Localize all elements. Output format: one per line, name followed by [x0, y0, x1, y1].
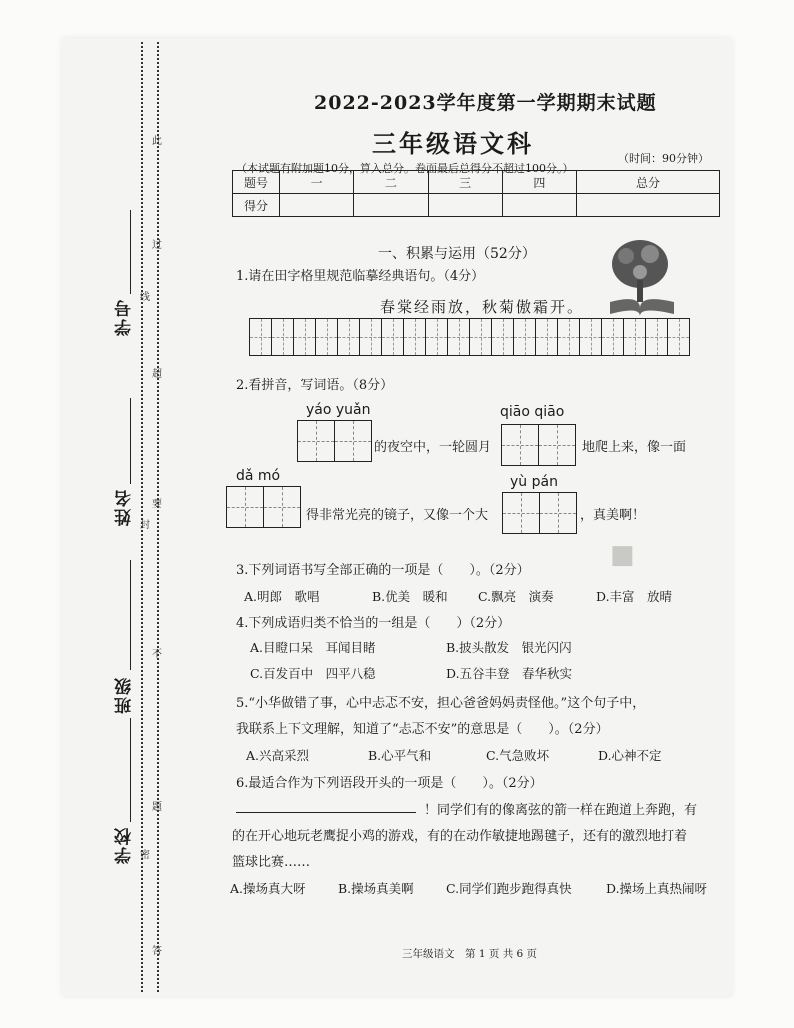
q5-option-a[interactable]: A.兴高采烈	[246, 748, 310, 763]
q4-option-b[interactable]: B.披头散发 银光闪闪	[446, 640, 572, 655]
margin-char: 此	[152, 136, 162, 147]
pinyin-3: dǎ mó	[236, 468, 281, 484]
name-label: 姓名	[115, 488, 135, 526]
exam-title: 2022-2023学年度第一学期期末试题	[314, 92, 657, 114]
exam-subject: 三年级语文科	[372, 129, 534, 158]
pinyin-4: yù pán	[510, 474, 558, 490]
answer-box-4[interactable]	[502, 492, 577, 534]
q6-passage-3: 篮球比赛……	[232, 855, 311, 870]
writing-grid[interactable]	[249, 318, 690, 356]
q5-option-b[interactable]: B.心平气和	[368, 748, 432, 763]
score-row-label: 得分	[233, 194, 280, 217]
class-blank[interactable]	[130, 560, 131, 670]
question-5-line-2: 我联系上下文理解，知道了“忐忑不安”的意思是（ ）。（2分）	[236, 722, 609, 737]
score-table-score-row	[233, 194, 720, 217]
binding-line-inner	[157, 42, 159, 992]
q5-option-d[interactable]: D.心神不定	[598, 748, 662, 763]
q4-option-c[interactable]: C.百发百中 四平八稳	[250, 666, 376, 681]
tree-book-icon	[604, 236, 680, 318]
q2-text-2: 地爬上来，像一面	[582, 440, 687, 455]
question-3: 3.下列词语书写全部正确的一项是（ ）。（2分）	[236, 563, 530, 578]
q3-option-b[interactable]: B.优美 暖和	[372, 589, 448, 604]
q2-text-1: 的夜空中，一轮圆月	[374, 440, 492, 455]
question-2: 2.看拼音，写词语。（8分）	[236, 378, 394, 393]
margin-char: 题	[152, 802, 162, 813]
exam-note: （本试题有附加题10分，算入总分。卷面最后总得分不超过100分。）	[236, 162, 574, 175]
q4-option-d[interactable]: D.五谷丰登 春华秋实	[446, 666, 573, 681]
score-table	[232, 170, 720, 217]
margin-char: 要	[152, 499, 162, 510]
score-cell[interactable]	[280, 194, 354, 217]
q2-text-4: ，真美啊！	[580, 508, 646, 523]
pinyin-1: yáo yuǎn	[306, 402, 371, 418]
student-id-blank[interactable]	[130, 210, 131, 294]
answer-box-1[interactable]	[297, 420, 372, 462]
margin-char: 过	[152, 240, 162, 251]
q4-option-a[interactable]: A.目瞪口呆 耳闻目睹	[250, 640, 376, 655]
q6-option-d[interactable]: D.操场上真热闹呀	[606, 881, 708, 896]
score-header-cell: 总分	[577, 171, 720, 194]
q3-option-a[interactable]: A.明郎 歌唱	[244, 589, 320, 604]
margin-char: 超	[152, 369, 162, 380]
q3-option-d[interactable]: D.丰富 放晴	[596, 589, 673, 604]
q6-passage-2: 的在开心地玩老鹰捉小鸡的游戏，有的在动作敏捷地踢毽子，还有的激烈地打着	[232, 829, 688, 844]
q6-passage-1: ！同学们有的像离弦的箭一样在跑道上奔跑，有	[424, 803, 698, 818]
name-blank[interactable]	[130, 398, 131, 484]
section-title: 一、积累与运用（52分）	[378, 246, 536, 262]
score-cell[interactable]	[502, 194, 576, 217]
exam-time: （时间：90分钟）	[618, 152, 709, 165]
copy-sentence: 春棠经雨放，秋菊傲霜开。	[380, 298, 585, 316]
q6-option-c[interactable]: C.同学们跑步跑得真快	[446, 881, 572, 896]
margin-char: 密	[140, 850, 150, 861]
question-5-line-1: 5.“小华做错了事，心中忐忑不安，担心爸爸妈妈责怪他。”这个句子中，	[236, 696, 646, 711]
score-header-cell: 一	[280, 171, 354, 194]
student-id-label: 学号	[115, 298, 135, 336]
class-label: 班级	[115, 676, 135, 714]
score-table-header-row	[233, 171, 720, 194]
pinyin-2: qiāo qiāo	[500, 404, 565, 420]
q6-option-b[interactable]: B.操场真美啊	[338, 881, 414, 896]
bleed-through-mark: ■	[610, 540, 635, 570]
school-label: 学校	[115, 826, 135, 864]
page-footer: 三年级语文 第 1 页 共 6 页	[402, 948, 538, 960]
score-cell[interactable]	[577, 194, 720, 217]
score-header-cell: 四	[502, 171, 576, 194]
score-cell[interactable]	[428, 194, 502, 217]
question-4: 4.下列成语归类不恰当的一组是（ ）（2分）	[236, 616, 511, 631]
margin-char: 不	[152, 649, 162, 660]
q5-option-c[interactable]: C.气急败坏	[486, 748, 550, 763]
answer-box-3[interactable]	[226, 486, 301, 528]
question-1: 1.请在田字格里规范临摹经典语句。（4分）	[236, 269, 485, 284]
q6-answer-blank[interactable]	[236, 812, 416, 813]
q3-option-c[interactable]: C.飘亮 演奏	[478, 589, 554, 604]
q2-text-3: 得非常光亮的镜子，又像一个大	[306, 508, 489, 523]
score-header-cell: 二	[354, 171, 428, 194]
school-blank[interactable]	[130, 718, 131, 822]
margin-char: 封	[140, 520, 150, 531]
score-header-cell: 题号	[233, 171, 280, 194]
q6-option-a[interactable]: A.操场真大呀	[230, 881, 306, 896]
margin-char: 答	[152, 946, 162, 957]
score-cell[interactable]	[354, 194, 428, 217]
answer-box-2[interactable]	[501, 424, 576, 466]
margin-char: 线	[140, 292, 150, 303]
question-6: 6.最适合作为下列语段开头的一项是（ ）。（2分）	[236, 776, 543, 791]
score-header-cell: 三	[428, 171, 502, 194]
